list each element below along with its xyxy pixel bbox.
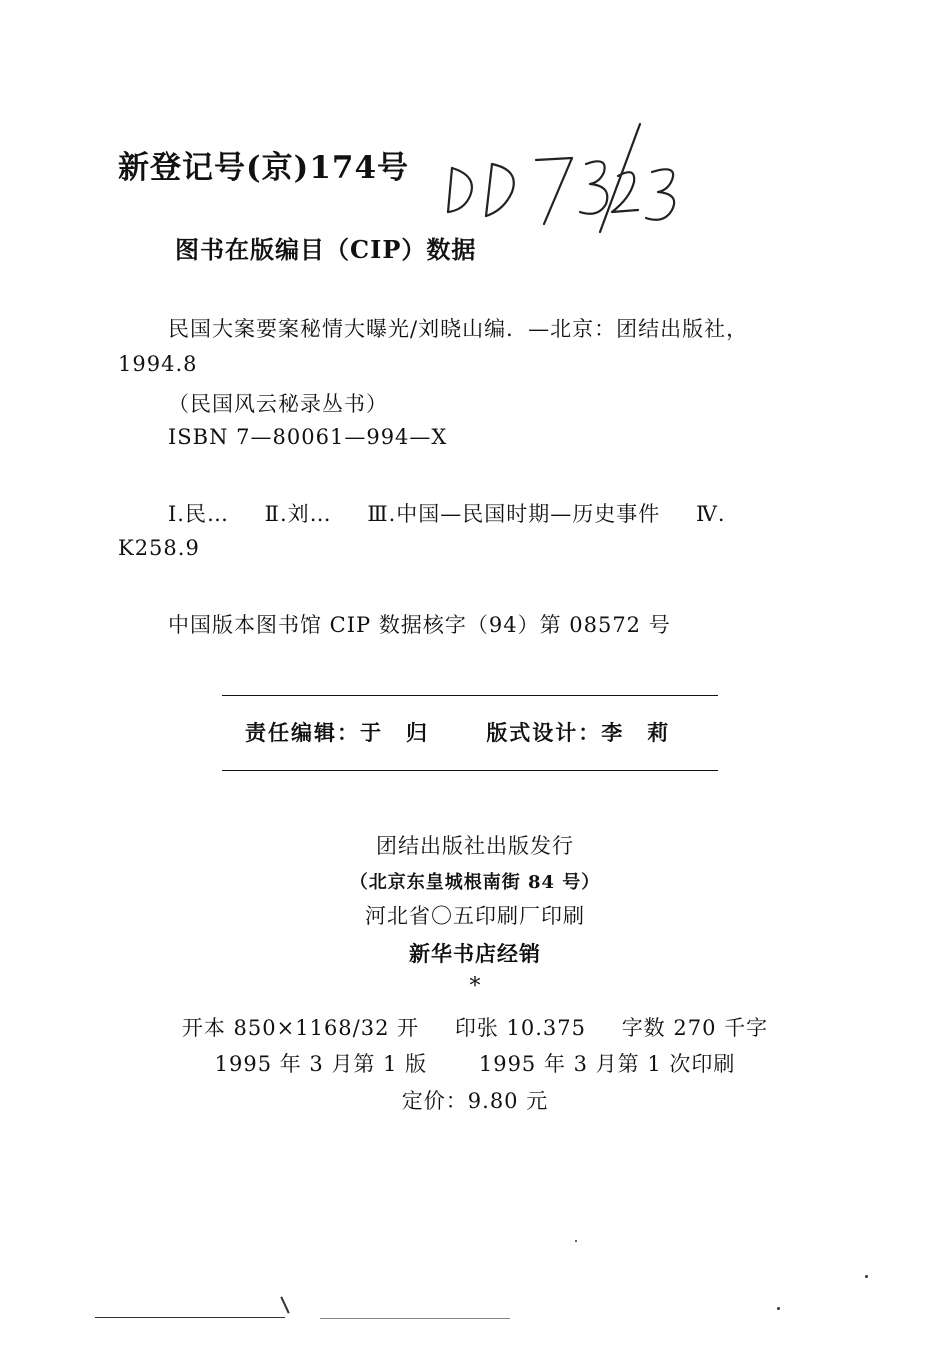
cip-title-line: 民国大案要案秘情大曝光/刘晓山编．—北京：团结出版社， xyxy=(168,317,749,341)
layout-designer: 版式设计：李 莉 xyxy=(486,720,671,745)
cip-classification xyxy=(168,498,726,528)
handwritten-annotation xyxy=(440,120,700,240)
price-line: 定价：9.80 元 xyxy=(401,1089,549,1113)
cip-number: 中国版本图书馆 CIP 数据核字（94）第 08572 号 xyxy=(168,613,671,637)
classification-item: Ⅰ.民… xyxy=(168,502,229,526)
scan-artifact xyxy=(95,1317,285,1318)
scan-artifact xyxy=(280,1296,289,1313)
format-spec: 开本 850×1168/32 开 xyxy=(181,1016,420,1040)
divider-bottom xyxy=(222,770,718,771)
divider-top xyxy=(222,695,718,696)
separator-star: * xyxy=(469,974,481,999)
cip-title: 图书在版编目（CIP）数据 xyxy=(175,235,477,264)
distributor-line: 新华书店经销 xyxy=(409,941,541,966)
words-spec: 字数 270 千字 xyxy=(621,1016,769,1040)
registration-number: 新登记号(京)174号 xyxy=(118,150,410,186)
scan-artifact xyxy=(865,1275,868,1278)
cip-isbn: ISBN 7—80061—994—X xyxy=(168,425,448,449)
cip-date-line: 1994.8 xyxy=(118,352,198,376)
cip-classification-code: K258.9 xyxy=(118,536,200,560)
cip-series: （民国风云秘录丛书） xyxy=(168,392,388,416)
printing-info: 1995 年 3 月第 1 次印刷 xyxy=(478,1052,736,1076)
edition-info: 1995 年 3 月第 1 版 xyxy=(214,1052,428,1076)
classification-item: Ⅳ. xyxy=(695,502,726,526)
edition-line xyxy=(0,1048,950,1078)
scan-artifact xyxy=(575,1240,577,1242)
publisher-line: 团结出版社出版发行 xyxy=(376,834,574,858)
publisher-address: （北京东皇城根南街 84 号） xyxy=(349,872,601,893)
scan-artifact xyxy=(320,1318,510,1319)
printer-line: 河北省〇五印刷厂印刷 xyxy=(365,904,585,928)
specs-line xyxy=(0,1012,950,1042)
classification-item: Ⅲ.中国—民国时期—历史事件 xyxy=(367,502,661,526)
responsible-editor: 责任编辑：于 归 xyxy=(245,720,429,745)
classification-item: Ⅱ.刘… xyxy=(264,502,332,526)
editors-line xyxy=(245,717,670,747)
sheets-spec: 印张 10.375 xyxy=(454,1016,586,1040)
scan-artifact xyxy=(777,1307,780,1310)
